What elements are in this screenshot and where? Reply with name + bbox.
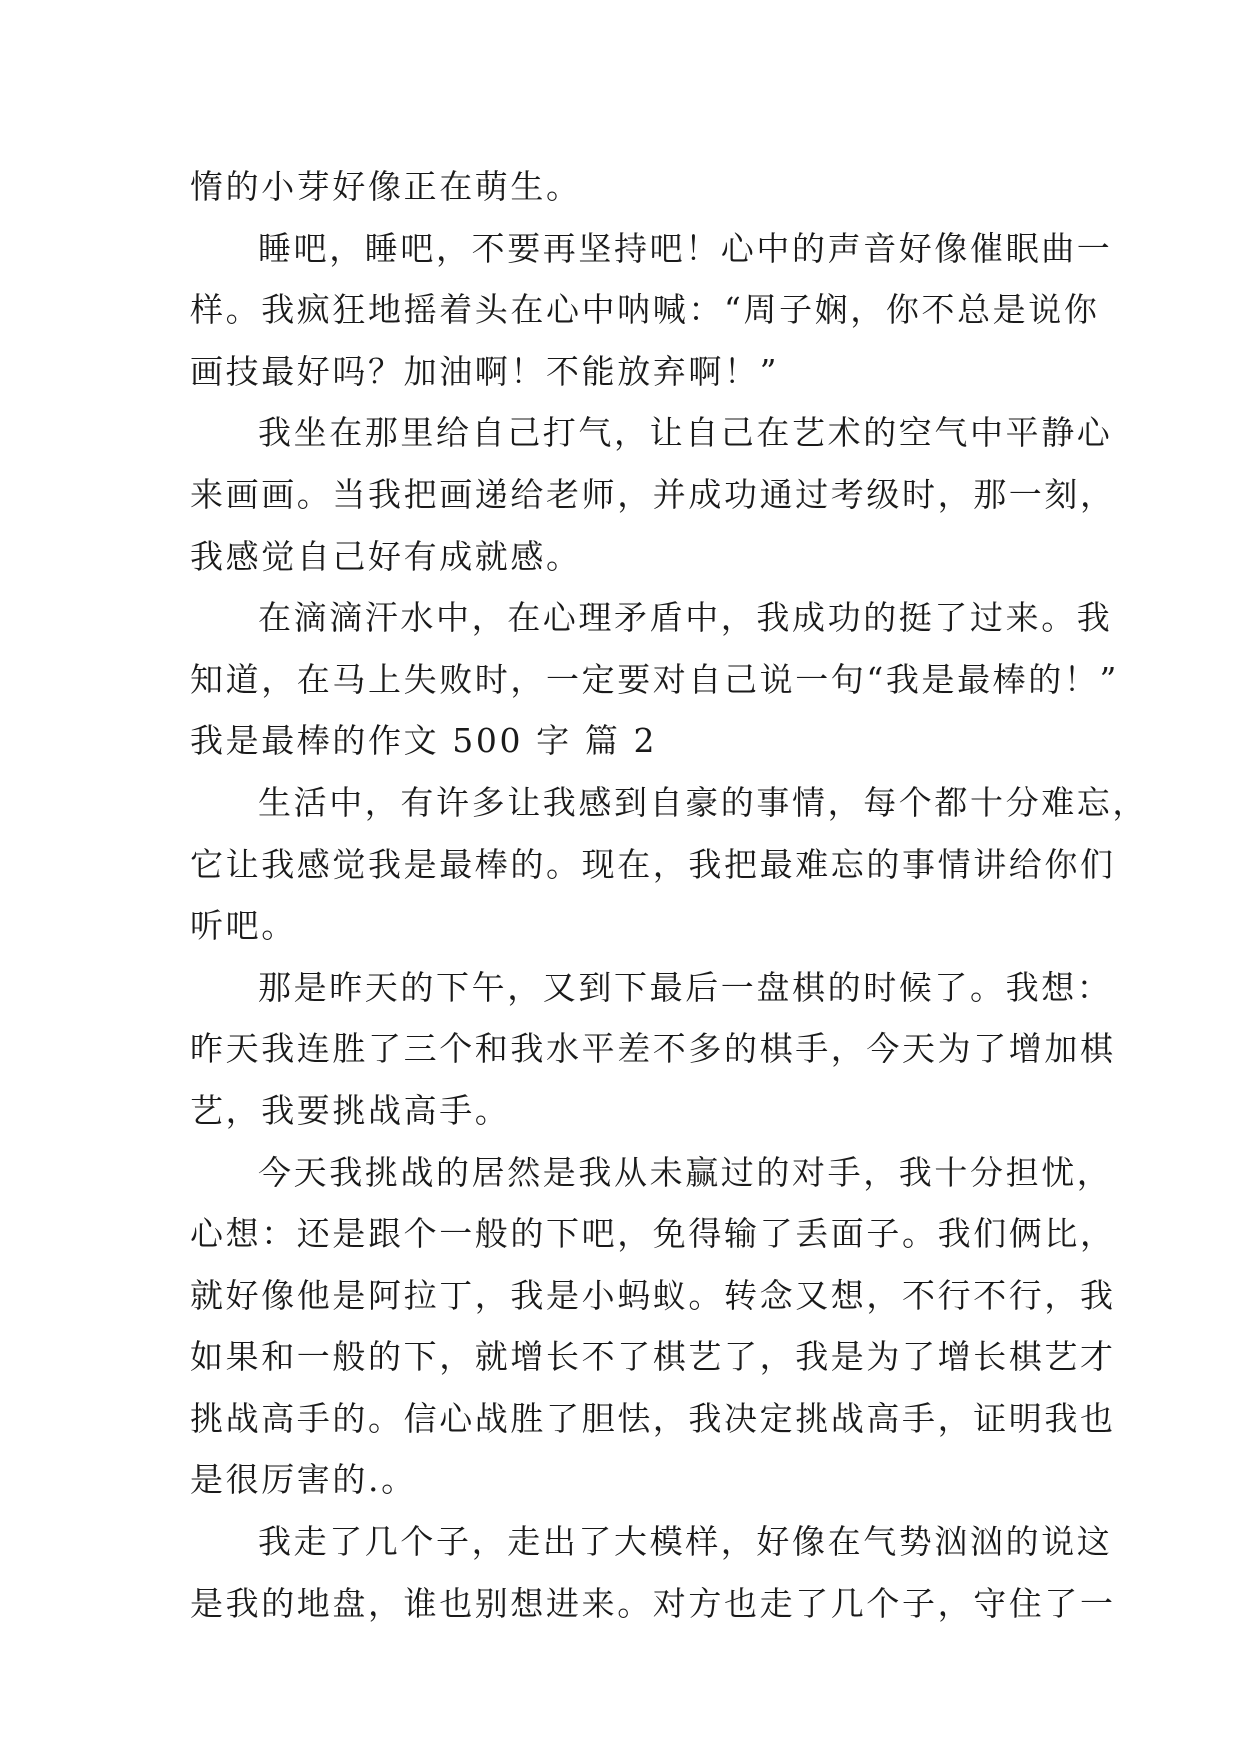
text-line: 昨天我连胜了三个和我水平差不多的棋手，今天为了增加棋 xyxy=(190,1029,1116,1069)
text-line: 是我的地盘，谁也别想进来。对方也走了几个子，守住了一 xyxy=(190,1583,1116,1623)
document-body xyxy=(190,156,1148,1634)
text-line: 今天我挑战的居然是我从未赢过的对手，我十分担忧， xyxy=(258,1152,1113,1192)
text-line: 我坐在那里给自己打气，让自己在艺术的空气中平静心 xyxy=(258,413,1113,453)
text-line: 那是昨天的下午，又到下最后一盘棋的时候了。我想： xyxy=(258,967,1113,1007)
text-line: 在滴滴汗水中，在心理矛盾中，我成功的挺了过来。我 xyxy=(258,598,1113,638)
text-line: 来画画。当我把画递给老师，并成功通过考级时，那一刻， xyxy=(190,474,1116,514)
text-line: 我走了几个子，走出了大模样，好像在气势汹汹的说这 xyxy=(258,1522,1113,1562)
text-line: 睡吧，睡吧，不要再坚持吧！心中的声音好像催眠曲一 xyxy=(258,228,1113,268)
text-line: 画技最好吗？加油啊！不能放弃啊！” xyxy=(190,351,780,391)
text-line: 我感觉自己好有成就感。 xyxy=(190,536,582,576)
text-line: 挑战高手的。信心战胜了胆怯，我决定挑战高手，证明我也 xyxy=(190,1398,1116,1438)
text-line: 样。我疯狂地摇着头在心中呐喊：“周子娴，你不总是说你 xyxy=(190,290,1100,330)
text-line: 心想：还是跟个一般的下吧，免得输了丢面子。我们俩比， xyxy=(190,1214,1116,1254)
text-line: 惰的小芽好像正在萌生。 xyxy=(190,167,582,206)
text-line: 知道，在马上失败时，一定要对自己说一句“我是最棒的！” xyxy=(190,659,1119,699)
text-line: 如果和一般的下，就增长不了棋艺了，我是为了增长棋艺才 xyxy=(190,1337,1116,1377)
text-line: 就好像他是阿拉丁，我是小蚂蚁。转念又想，不行不行，我 xyxy=(190,1275,1116,1315)
text-line: 是很厉害的.。 xyxy=(190,1460,417,1500)
text-line: 听吧。 xyxy=(190,906,297,946)
text-line: 它让我感觉我是最棒的。现在，我把最难忘的事情讲给你们 xyxy=(190,844,1116,884)
text-line: 我是最棒的作文 500 字 篇 2 xyxy=(190,721,658,761)
text-line: 生活中，有许多让我感到自豪的事情，每个都十分难忘， xyxy=(258,782,1148,822)
text-line: 艺，我要挑战高手。 xyxy=(190,1090,511,1130)
